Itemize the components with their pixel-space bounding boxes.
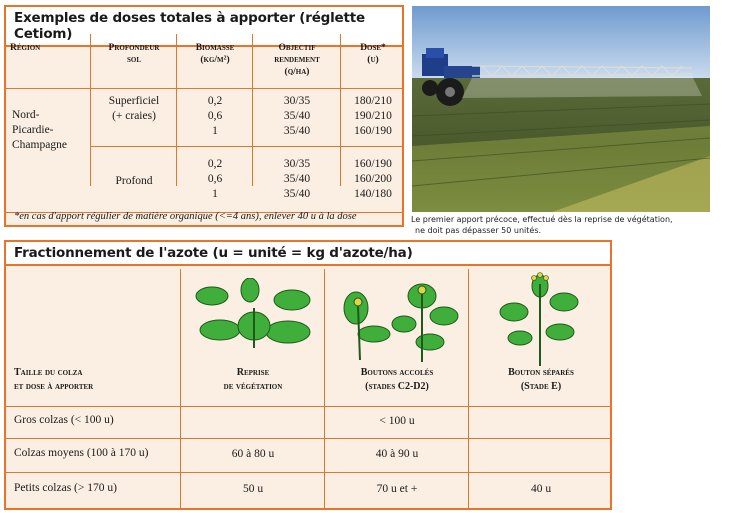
value: 0,2	[207, 158, 223, 170]
reprise-value: 60 à 80 u	[231, 448, 275, 460]
profondeur-cell	[92, 94, 176, 124]
value: 30/35	[283, 158, 311, 170]
dose-table	[4, 5, 404, 227]
stage-header-reprise	[182, 366, 324, 394]
stage-header-separes	[470, 366, 612, 394]
header-biomasse-l1: Biomasse	[195, 43, 235, 53]
divider	[6, 88, 402, 89]
header-objectif-l2: rendement	[274, 55, 320, 65]
row-label: Gros colzas (< 100 u)	[14, 414, 114, 426]
header-dose-l2: (u)	[367, 55, 379, 65]
fractionnement-table	[4, 240, 612, 510]
fractionnement-table-title: Fractionnement de l'azote (u = unité = kg d'azote/ha)	[6, 242, 610, 266]
header-biomasse-l2: (kg/m²)	[200, 55, 230, 65]
region-l1: Nord-	[12, 109, 40, 121]
header-biomasse	[178, 42, 252, 66]
bouton-separes-plant-icon	[494, 272, 586, 368]
objectif-cell	[254, 157, 340, 202]
value: 35/40	[283, 188, 311, 200]
accoles-value: < 100 u	[379, 415, 415, 427]
stage-l1: Bouton séparés	[508, 367, 574, 378]
value: 160/190	[354, 158, 392, 170]
caption-line: Le premier apport précoce, effectué dès la reprise de végétation,	[411, 215, 673, 224]
objectif-cell	[254, 94, 340, 139]
header-objectif-l3: (q/ha)	[284, 67, 310, 77]
boutons-accoles-plant-icon	[334, 276, 462, 366]
rosette-plant-icon	[192, 278, 316, 358]
value: 30/35	[283, 95, 311, 107]
divider	[6, 472, 610, 473]
value: 0,6	[207, 173, 223, 185]
footnote: *en cas d'apport régulier de matière organique (<=4 ans), enlever 40 u à la dose	[14, 211, 357, 222]
row-label: Colzas moyens (100 à 170 u)	[14, 447, 149, 459]
profondeur-l1: Superficiel	[108, 95, 160, 107]
separes-value: 40 u	[530, 483, 552, 495]
divider	[6, 438, 610, 439]
dose-cell	[342, 157, 404, 202]
stage-l1: Reprise	[236, 367, 270, 378]
sprayer-field-photo	[412, 6, 710, 212]
stage-l2: (Stade E)	[520, 381, 562, 392]
profondeur-l1: Profond	[115, 175, 153, 187]
value: 35/40	[283, 173, 311, 185]
stage-l2: (stades C2-D2)	[365, 381, 429, 392]
sprayer-field-image	[412, 6, 710, 212]
profondeur-l2: (+ craies)	[112, 110, 156, 122]
value: 140/180	[354, 188, 392, 200]
stage-header-accoles	[326, 366, 468, 394]
accoles-value: 40 à 90 u	[375, 448, 419, 460]
header-dose-l1: Dose*	[360, 43, 386, 53]
value: 190/210	[354, 110, 392, 122]
header-objectif-l1: Objectif	[278, 43, 316, 53]
divider	[252, 34, 253, 186]
dose-cell	[342, 94, 404, 139]
value: 160/200	[354, 173, 392, 185]
header-region: Région	[10, 43, 41, 53]
divider	[90, 34, 91, 186]
value: 35/40	[283, 110, 311, 122]
accoles-value: 70 u et +	[376, 483, 418, 495]
profondeur-cell	[92, 174, 176, 189]
row-header	[14, 366, 93, 394]
value: 0,2	[207, 95, 223, 107]
dose-table-title: Exemples de doses totales à apporter (réglette Cetiom)	[6, 7, 402, 47]
divider	[6, 406, 610, 407]
value: 180/210	[354, 95, 392, 107]
value: 35/40	[283, 125, 311, 137]
value: 1	[212, 188, 218, 200]
biomasse-cell	[178, 157, 252, 202]
photo-caption	[411, 214, 711, 236]
value: 160/190	[354, 125, 392, 137]
reprise-value: 50 u	[242, 483, 264, 495]
header-profondeur	[92, 42, 176, 66]
value: 1	[212, 125, 218, 137]
divider	[90, 146, 402, 147]
row-label: Petits colzas (> 170 u)	[14, 482, 117, 494]
stage-l1: Boutons accolés	[360, 367, 434, 378]
header-profondeur-l1: Profondeur	[108, 43, 160, 53]
row-header-l2: et dose à apporter	[14, 381, 94, 392]
caption-line: ne doit pas dépasser 50 unités.	[415, 226, 542, 235]
header-profondeur-l2: sol	[126, 55, 141, 65]
divider	[340, 34, 341, 186]
row-header-l1: Taille du colza	[14, 367, 83, 378]
biomasse-cell	[178, 94, 252, 139]
header-dose	[342, 42, 404, 66]
divider	[180, 269, 181, 510]
region-l3: Champagne	[12, 139, 67, 151]
header-objectif	[254, 42, 340, 78]
value: 0,6	[207, 110, 223, 122]
divider	[324, 269, 325, 510]
divider	[176, 34, 177, 186]
divider	[468, 269, 469, 510]
region-l2: Picardie-	[12, 124, 54, 136]
region-cell	[12, 108, 90, 153]
stage-l2: de végétation	[223, 381, 283, 392]
